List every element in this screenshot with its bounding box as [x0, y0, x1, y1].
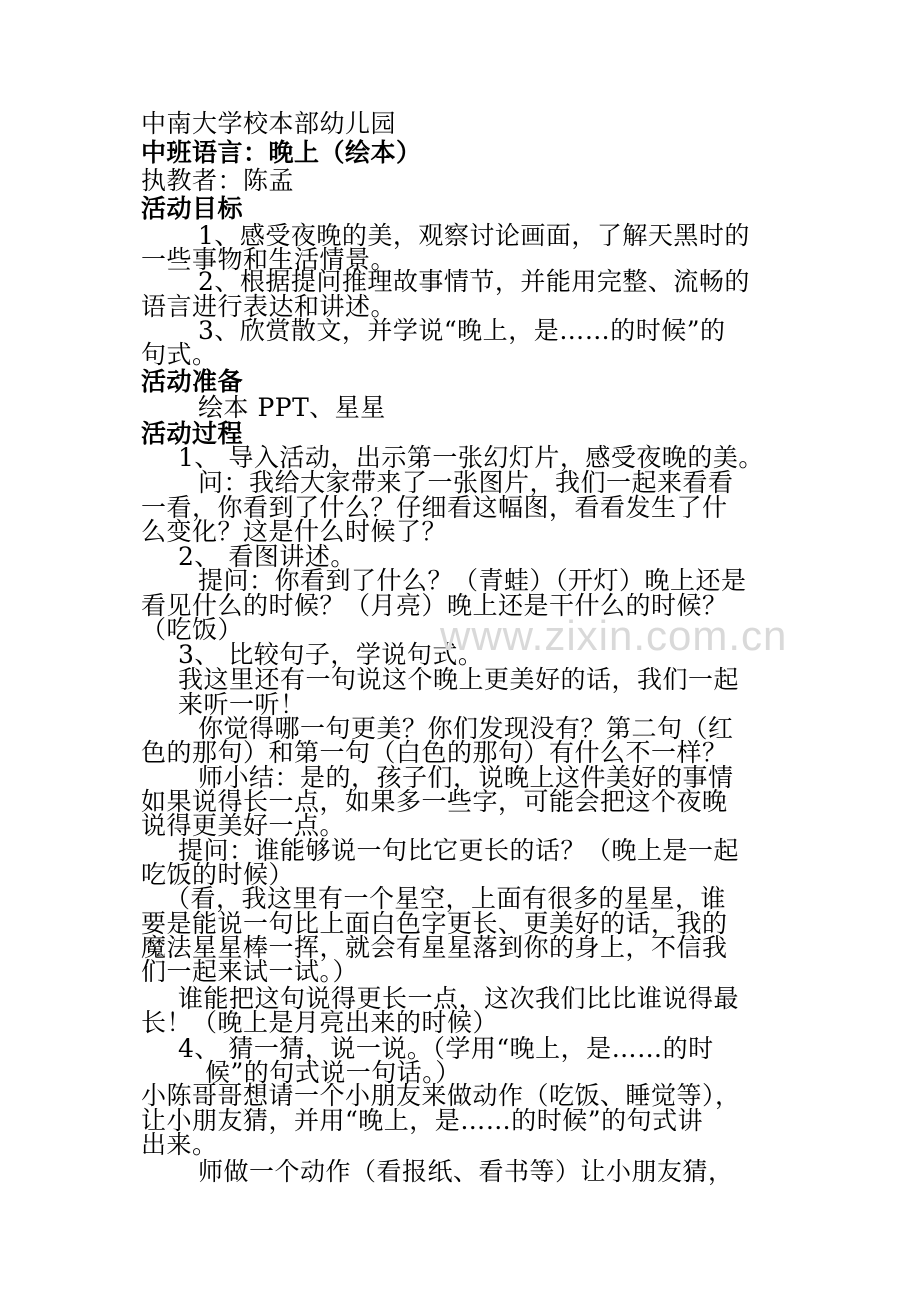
- goal-3-line-1: 3、欣赏散文，并学说“晚上，是……的时候”的: [198, 316, 726, 345]
- step-3-line-11: 要是能说一句比上面白色字更长、更美好的话，我的: [141, 909, 728, 938]
- goal-2-line-2: 语言进行表达和讲述。: [141, 292, 397, 321]
- step-3-line-3: 你觉得哪一句更美？你们发现没有？第二句（红: [198, 714, 734, 743]
- step-3-line-6: 如果说得长一点，如果多一些字，可能会把这个夜晚: [141, 787, 728, 816]
- step-4-line-2: 小陈哥哥想请一个小朋友来做动作（吃饭、睡觉等），: [141, 1081, 741, 1110]
- step-4-line-3: 让小朋友猜，并用“晚上，是……的时候”的句式讲: [141, 1106, 704, 1135]
- step-4-line-1: 候”的句式说一句话。）: [205, 1058, 461, 1087]
- prep-heading: 活动准备: [141, 367, 244, 396]
- step-3-line-15: 长！（晚上是月亮出来的时候）: [141, 1008, 499, 1037]
- step-1-line-1: 问：我给大家带来了一张图片，我们一起来看看: [198, 468, 734, 497]
- step-1-line-2: 一看，你看到了什么？仔细看这幅图，看看发生了什: [141, 493, 728, 522]
- step-4-line-5: 师做一个动作（看报纸、看书等）让小朋友猜，: [198, 1157, 734, 1186]
- step-3-line-14: 谁能把这句说得更长一点，这次我们比比谁说得最: [178, 984, 740, 1013]
- step-3-line-8: 提问：谁能够说一句比它更长的话？（晚上是一起: [178, 836, 740, 865]
- step-3-line-12: 魔法星星棒一挥，就会有星星落到你的身上，不信我: [141, 933, 728, 962]
- school-name: 中南大学校本部幼儿园: [141, 109, 397, 138]
- step-3-line-4: 色的那句）和第一句（白色的那句）有什么不一样？: [141, 738, 728, 767]
- step-3-line-13: 们一起来试一试。）: [141, 957, 359, 986]
- step-3-line-7: 说得更美好一点。: [141, 811, 346, 840]
- step-4-line-4: 出来。: [141, 1130, 218, 1159]
- goals-heading: 活动目标: [141, 194, 244, 223]
- watermark: www.zixin.com.cn: [440, 612, 788, 659]
- teacher-line: 执教者：陈孟: [141, 166, 295, 195]
- step-3-line-10: （看，我这里有一个星空，上面有很多的星星，谁: [165, 884, 727, 913]
- step-1-line-3: 么变化？这是什么时候了？: [141, 517, 448, 546]
- step-3-line-2: 来听一听！: [178, 690, 306, 719]
- step-2-line-2: 看见什么的时候？（月亮）晚上还是干什么的时候？: [141, 591, 728, 620]
- goal-3-line-2: 句式。: [141, 340, 218, 369]
- step-4-title: 4、 猜一猜，说一说。（学用“晚上，是……的时: [178, 1034, 714, 1063]
- step-2-title: 2、 看图讲述。: [178, 542, 356, 571]
- step-3-title: 3、 比较句子，学说句式。: [178, 640, 484, 669]
- step-2-line-1: 提问：你看到了什么？（青蛙）（开灯）晚上还是: [198, 566, 747, 595]
- lesson-title: 中班语言：晚上（绘本）: [141, 138, 422, 167]
- step-3-line-9: 吃饭的时候）: [141, 860, 295, 889]
- goal-1-line-2: 一些事物和生活情景。: [141, 245, 397, 274]
- step-3-line-5: 师小结：是的，孩子们，说晚上这件美好的事情: [198, 763, 734, 792]
- step-2-line-3: （吃饭）: [141, 615, 244, 644]
- goal-1-line-1: 1、感受夜晚的美，观察讨论画面，了解天黑时的: [198, 221, 750, 250]
- process-heading: 活动过程: [141, 419, 244, 448]
- prep-materials: 绘本 PPT、星星: [198, 393, 386, 422]
- goal-2-line-1: 2、根据提问推理故事情节，并能用完整、流畅的: [198, 267, 750, 296]
- step-3-line-1: 我这里还有一句说这个晚上更美好的话，我们一起: [178, 665, 740, 694]
- step-1-title: 1、 导入活动，出示第一张幻灯片，感受夜晚的美。: [178, 443, 764, 472]
